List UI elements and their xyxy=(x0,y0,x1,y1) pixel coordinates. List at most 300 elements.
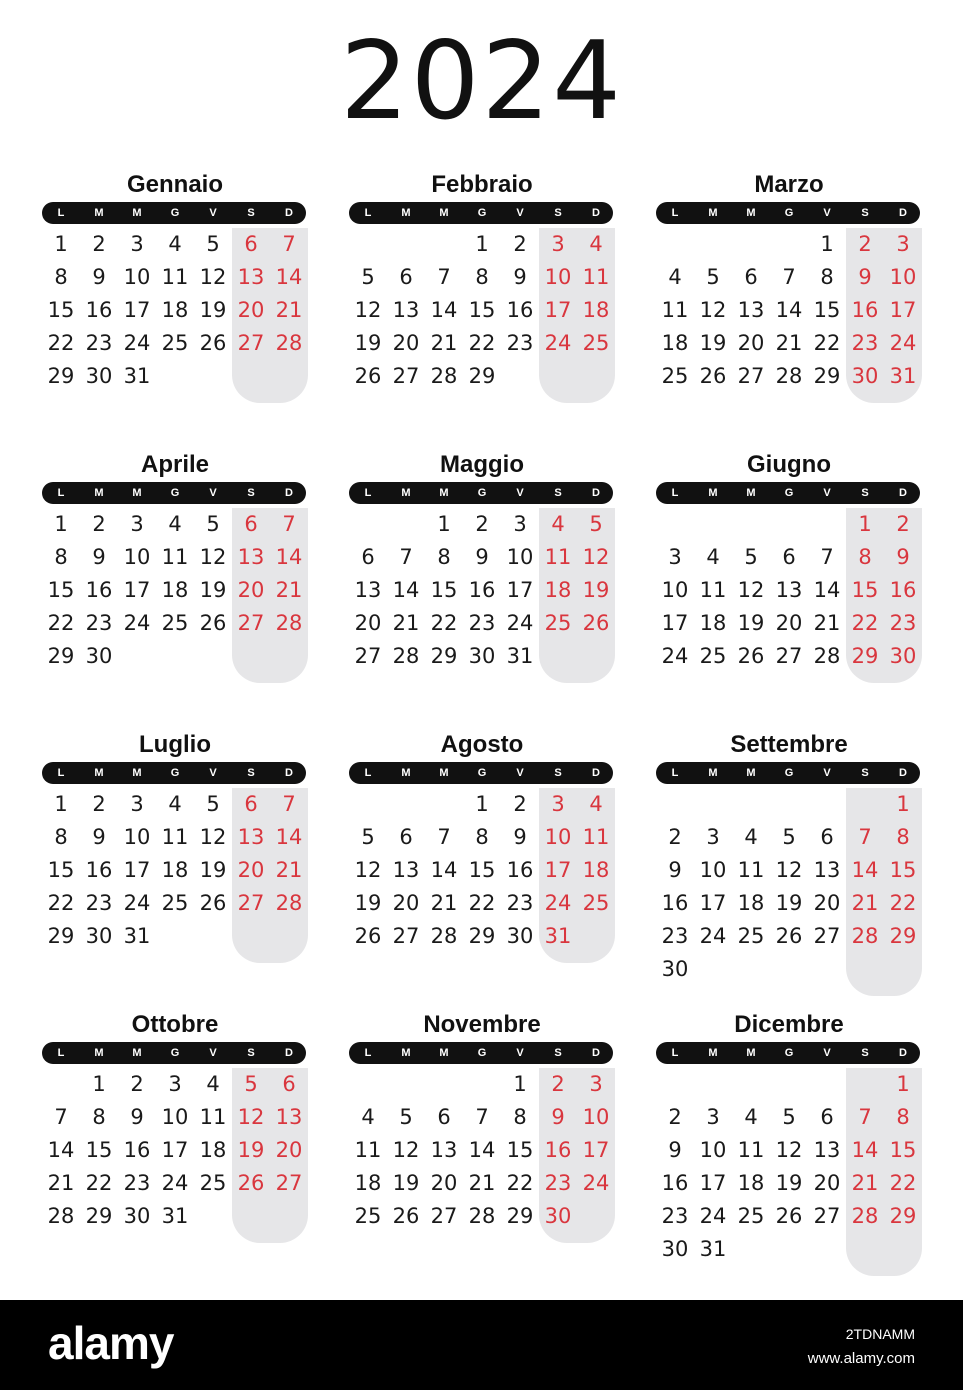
day-cell: 27 xyxy=(737,364,765,388)
day-cell: 10 xyxy=(699,858,727,882)
day-cell: 21 xyxy=(392,611,420,635)
day-cell: 19 xyxy=(737,611,765,635)
site-url: www.alamy.com xyxy=(807,1350,915,1367)
day-cell: 12 xyxy=(699,298,727,322)
day-cell: 14 xyxy=(275,825,303,849)
day-cell: 12 xyxy=(775,858,803,882)
weekday-label: V xyxy=(516,207,524,219)
day-cell: 20 xyxy=(237,298,265,322)
day-cell: 28 xyxy=(392,644,420,668)
weekday-label: G xyxy=(170,767,180,779)
day-cell: 15 xyxy=(47,578,75,602)
weekday-label: S xyxy=(554,487,562,499)
day-cell: 29 xyxy=(889,1204,917,1228)
day-cell: 4 xyxy=(589,792,603,816)
day-cell: 2 xyxy=(130,1072,144,1096)
day-cell: 10 xyxy=(544,825,572,849)
day-cell: 7 xyxy=(858,1105,872,1129)
day-cell: 23 xyxy=(544,1171,572,1195)
day-cell: 2 xyxy=(513,792,527,816)
day-cell: 6 xyxy=(282,1072,296,1096)
day-cell: 2 xyxy=(668,825,682,849)
day-cell: 23 xyxy=(661,924,689,948)
day-cell: 25 xyxy=(582,331,610,355)
weekday-label: L xyxy=(57,207,65,219)
day-cell: 30 xyxy=(851,364,879,388)
day-cell: 5 xyxy=(361,825,375,849)
weekday-label: M xyxy=(132,207,142,219)
day-cell: 11 xyxy=(737,858,765,882)
day-cell: 1 xyxy=(513,1072,527,1096)
day-cell: 21 xyxy=(430,331,458,355)
day-cell: 23 xyxy=(123,1171,151,1195)
weekday-label: M xyxy=(94,1047,104,1059)
weekday-label: G xyxy=(170,487,180,499)
day-cell: 6 xyxy=(244,792,258,816)
day-cell: 14 xyxy=(47,1138,75,1162)
day-cell: 25 xyxy=(699,644,727,668)
day-cell: 11 xyxy=(737,1138,765,1162)
day-cell: 27 xyxy=(237,891,265,915)
day-cell: 24 xyxy=(699,1204,727,1228)
month-name: Luglio xyxy=(139,731,211,758)
day-cell: 23 xyxy=(468,611,496,635)
month-febbraio xyxy=(349,170,615,440)
day-cell: 14 xyxy=(392,578,420,602)
day-cell: 29 xyxy=(851,644,879,668)
day-cell: 1 xyxy=(896,792,910,816)
day-cell: 31 xyxy=(889,364,917,388)
weekday-label: V xyxy=(209,767,217,779)
day-cell: 1 xyxy=(475,232,489,256)
day-cell: 8 xyxy=(92,1105,106,1129)
day-cell: 1 xyxy=(475,792,489,816)
day-cell: 2 xyxy=(475,512,489,536)
weekday-label: S xyxy=(554,1047,562,1059)
day-cell: 14 xyxy=(430,298,458,322)
day-cell: 12 xyxy=(392,1138,420,1162)
day-cell: 30 xyxy=(468,644,496,668)
day-cell: 17 xyxy=(123,858,151,882)
day-cell: 24 xyxy=(582,1171,610,1195)
weekday-label: G xyxy=(477,1047,487,1059)
day-cell: 3 xyxy=(130,232,144,256)
day-cell: 2 xyxy=(858,232,872,256)
day-cell: 26 xyxy=(582,611,610,635)
day-cell: 14 xyxy=(468,1138,496,1162)
day-cell: 19 xyxy=(775,891,803,915)
day-cell: 16 xyxy=(851,298,879,322)
day-cell: 17 xyxy=(123,298,151,322)
image-id: 2TDNAMM xyxy=(845,1326,915,1342)
weekday-label: M xyxy=(132,1047,142,1059)
day-cell: 28 xyxy=(851,1204,879,1228)
month-dicembre xyxy=(656,1010,922,1280)
day-cell: 13 xyxy=(354,578,382,602)
day-cell: 6 xyxy=(744,265,758,289)
day-cell: 1 xyxy=(858,512,872,536)
weekday-label: L xyxy=(364,487,372,499)
day-cell: 3 xyxy=(896,232,910,256)
day-cell: 2 xyxy=(92,512,106,536)
weekday-label: L xyxy=(671,487,679,499)
day-cell: 13 xyxy=(237,825,265,849)
day-cell: 9 xyxy=(92,825,106,849)
weekday-label: G xyxy=(784,1047,794,1059)
day-cell: 20 xyxy=(775,611,803,635)
weekday-label: M xyxy=(439,487,449,499)
day-cell: 5 xyxy=(589,512,603,536)
day-cell: 12 xyxy=(582,545,610,569)
day-cell: 20 xyxy=(237,578,265,602)
day-cell: 8 xyxy=(513,1105,527,1129)
weekday-label: S xyxy=(861,767,869,779)
day-cell: 26 xyxy=(699,364,727,388)
day-cell: 5 xyxy=(782,825,796,849)
day-cell: 29 xyxy=(85,1204,113,1228)
day-cell: 26 xyxy=(354,364,382,388)
weekday-label: L xyxy=(364,767,372,779)
day-cell: 25 xyxy=(161,891,189,915)
day-cell: 18 xyxy=(544,578,572,602)
day-cell: 19 xyxy=(392,1171,420,1195)
day-cell: 27 xyxy=(392,364,420,388)
weekday-label: V xyxy=(209,487,217,499)
day-cell: 14 xyxy=(851,1138,879,1162)
day-cell: 9 xyxy=(896,545,910,569)
day-cell: 12 xyxy=(737,578,765,602)
day-cell: 27 xyxy=(237,331,265,355)
day-cell: 4 xyxy=(706,545,720,569)
weekday-label: G xyxy=(477,207,487,219)
weekday-label: S xyxy=(554,207,562,219)
day-cell: 13 xyxy=(392,858,420,882)
day-cell: 14 xyxy=(775,298,803,322)
day-cell: 28 xyxy=(775,364,803,388)
weekday-label: D xyxy=(285,207,293,219)
watermark-footer xyxy=(0,1300,963,1390)
day-cell: 28 xyxy=(813,644,841,668)
day-cell: 5 xyxy=(361,265,375,289)
day-cell: 1 xyxy=(54,512,68,536)
day-cell: 14 xyxy=(851,858,879,882)
day-cell: 4 xyxy=(589,232,603,256)
day-cell: 18 xyxy=(161,298,189,322)
day-cell: 12 xyxy=(199,265,227,289)
weekday-label: D xyxy=(285,487,293,499)
day-cell: 4 xyxy=(361,1105,375,1129)
day-cell: 29 xyxy=(47,924,75,948)
day-cell: 16 xyxy=(85,578,113,602)
weekday-label: M xyxy=(746,767,756,779)
day-cell: 18 xyxy=(354,1171,382,1195)
day-cell: 21 xyxy=(813,611,841,635)
weekday-label: V xyxy=(823,767,831,779)
day-cell: 12 xyxy=(354,858,382,882)
weekday-label: D xyxy=(899,487,907,499)
day-cell: 6 xyxy=(820,1105,834,1129)
day-cell: 9 xyxy=(92,265,106,289)
day-cell: 1 xyxy=(54,232,68,256)
month-name: Agosto xyxy=(440,731,524,758)
day-cell: 26 xyxy=(199,331,227,355)
day-cell: 30 xyxy=(85,364,113,388)
day-cell: 13 xyxy=(392,298,420,322)
day-cell: 6 xyxy=(399,825,413,849)
weekday-label: S xyxy=(247,487,255,499)
day-cell: 27 xyxy=(354,644,382,668)
day-cell: 1 xyxy=(54,792,68,816)
day-cell: 21 xyxy=(275,858,303,882)
day-cell: 15 xyxy=(85,1138,113,1162)
day-cell: 22 xyxy=(851,611,879,635)
day-cell: 24 xyxy=(161,1171,189,1195)
day-cell: 19 xyxy=(199,298,227,322)
weekday-header xyxy=(349,1042,613,1064)
weekday-label: S xyxy=(247,1047,255,1059)
day-cell: 20 xyxy=(430,1171,458,1195)
weekday-header xyxy=(42,202,306,224)
day-cell: 24 xyxy=(889,331,917,355)
day-cell: 7 xyxy=(475,1105,489,1129)
day-cell: 15 xyxy=(889,858,917,882)
day-cell: 13 xyxy=(237,545,265,569)
weekday-label: L xyxy=(57,1047,65,1059)
day-cell: 4 xyxy=(551,512,565,536)
day-cell: 12 xyxy=(775,1138,803,1162)
weekday-header xyxy=(349,202,613,224)
day-cell: 7 xyxy=(282,512,296,536)
day-cell: 22 xyxy=(468,891,496,915)
weekday-label: M xyxy=(401,487,411,499)
weekday-label: D xyxy=(592,487,600,499)
day-cell: 8 xyxy=(54,545,68,569)
day-cell: 10 xyxy=(123,825,151,849)
day-cell: 5 xyxy=(244,1072,258,1096)
day-cell: 10 xyxy=(889,265,917,289)
day-cell: 28 xyxy=(275,611,303,635)
day-cell: 9 xyxy=(513,265,527,289)
day-cell: 25 xyxy=(199,1171,227,1195)
day-cell: 18 xyxy=(161,578,189,602)
month-aprile xyxy=(42,450,308,720)
day-cell: 5 xyxy=(744,545,758,569)
day-cell: 20 xyxy=(275,1138,303,1162)
day-cell: 22 xyxy=(889,1171,917,1195)
weekday-label: G xyxy=(784,487,794,499)
day-cell: 10 xyxy=(661,578,689,602)
day-cell: 6 xyxy=(437,1105,451,1129)
weekday-label: M xyxy=(746,1047,756,1059)
weekday-header xyxy=(42,762,306,784)
day-cell: 20 xyxy=(392,891,420,915)
month-novembre xyxy=(349,1010,615,1280)
day-cell: 7 xyxy=(820,545,834,569)
day-cell: 30 xyxy=(85,924,113,948)
day-cell: 22 xyxy=(468,331,496,355)
weekday-label: L xyxy=(57,487,65,499)
day-cell: 28 xyxy=(275,331,303,355)
day-cell: 17 xyxy=(699,891,727,915)
day-cell: 2 xyxy=(513,232,527,256)
day-cell: 13 xyxy=(275,1105,303,1129)
month-settembre xyxy=(656,730,922,1000)
weekday-label: V xyxy=(823,487,831,499)
day-cell: 8 xyxy=(475,265,489,289)
weekday-label: M xyxy=(94,487,104,499)
weekday-header xyxy=(656,482,920,504)
day-cell: 24 xyxy=(506,611,534,635)
day-cell: 27 xyxy=(275,1171,303,1195)
day-cell: 26 xyxy=(392,1204,420,1228)
weekday-label: M xyxy=(94,207,104,219)
month-name: Marzo xyxy=(754,171,824,198)
day-cell: 2 xyxy=(551,1072,565,1096)
day-cell: 5 xyxy=(206,792,220,816)
weekday-label: G xyxy=(477,767,487,779)
day-cell: 26 xyxy=(775,1204,803,1228)
day-cell: 29 xyxy=(47,364,75,388)
month-name: Aprile xyxy=(140,451,209,478)
day-cell: 31 xyxy=(161,1204,189,1228)
day-cell: 20 xyxy=(237,858,265,882)
weekday-label: L xyxy=(57,767,65,779)
day-cell: 14 xyxy=(430,858,458,882)
month-name: Gennaio xyxy=(126,171,223,198)
day-cell: 16 xyxy=(468,578,496,602)
day-cell: 21 xyxy=(468,1171,496,1195)
day-cell: 20 xyxy=(737,331,765,355)
day-cell: 11 xyxy=(161,825,189,849)
day-cell: 18 xyxy=(582,858,610,882)
day-cell: 23 xyxy=(85,891,113,915)
day-cell: 22 xyxy=(430,611,458,635)
day-cell: 30 xyxy=(544,1204,572,1228)
day-cell: 22 xyxy=(47,331,75,355)
day-cell: 24 xyxy=(661,644,689,668)
day-cell: 25 xyxy=(161,331,189,355)
weekday-label: D xyxy=(592,767,600,779)
day-cell: 19 xyxy=(775,1171,803,1195)
day-cell: 18 xyxy=(199,1138,227,1162)
weekday-label: M xyxy=(439,207,449,219)
day-cell: 5 xyxy=(706,265,720,289)
day-cell: 23 xyxy=(851,331,879,355)
weekday-label: L xyxy=(364,207,372,219)
day-cell: 10 xyxy=(582,1105,610,1129)
day-cell: 18 xyxy=(661,331,689,355)
day-cell: 28 xyxy=(430,924,458,948)
weekday-label: M xyxy=(401,207,411,219)
day-cell: 4 xyxy=(206,1072,220,1096)
weekday-label: M xyxy=(132,487,142,499)
day-cell: 27 xyxy=(813,924,841,948)
day-cell: 10 xyxy=(161,1105,189,1129)
weekday-header xyxy=(656,762,920,784)
day-cell: 7 xyxy=(282,232,296,256)
day-cell: 25 xyxy=(737,924,765,948)
weekday-label: M xyxy=(746,207,756,219)
day-cell: 8 xyxy=(475,825,489,849)
day-cell: 13 xyxy=(430,1138,458,1162)
day-cell: 9 xyxy=(475,545,489,569)
day-cell: 8 xyxy=(820,265,834,289)
day-cell: 3 xyxy=(513,512,527,536)
day-cell: 7 xyxy=(437,265,451,289)
weekday-label: S xyxy=(247,767,255,779)
day-cell: 18 xyxy=(582,298,610,322)
day-cell: 15 xyxy=(851,578,879,602)
day-cell: 28 xyxy=(430,364,458,388)
day-cell: 16 xyxy=(85,858,113,882)
weekday-label: M xyxy=(132,767,142,779)
day-cell: 6 xyxy=(820,825,834,849)
day-cell: 3 xyxy=(706,1105,720,1129)
day-cell: 28 xyxy=(851,924,879,948)
day-cell: 31 xyxy=(699,1237,727,1261)
day-cell: 17 xyxy=(161,1138,189,1162)
day-cell: 2 xyxy=(92,792,106,816)
day-cell: 9 xyxy=(92,545,106,569)
day-cell: 7 xyxy=(858,825,872,849)
day-cell: 19 xyxy=(199,578,227,602)
weekday-label: D xyxy=(592,1047,600,1059)
day-cell: 26 xyxy=(237,1171,265,1195)
weekday-label: L xyxy=(671,207,679,219)
weekday-label: D xyxy=(899,767,907,779)
day-cell: 9 xyxy=(551,1105,565,1129)
day-cell: 27 xyxy=(237,611,265,635)
day-cell: 8 xyxy=(437,545,451,569)
weekday-label: L xyxy=(671,767,679,779)
day-cell: 22 xyxy=(813,331,841,355)
day-cell: 14 xyxy=(275,265,303,289)
day-cell: 5 xyxy=(206,232,220,256)
day-cell: 4 xyxy=(168,792,182,816)
weekday-header xyxy=(656,1042,920,1064)
day-cell: 13 xyxy=(737,298,765,322)
day-cell: 21 xyxy=(775,331,803,355)
day-cell: 31 xyxy=(123,924,151,948)
month-marzo xyxy=(656,170,922,440)
day-cell: 28 xyxy=(47,1204,75,1228)
weekday-label: D xyxy=(592,207,600,219)
day-cell: 16 xyxy=(506,298,534,322)
day-cell: 11 xyxy=(161,545,189,569)
day-cell: 16 xyxy=(661,1171,689,1195)
day-cell: 19 xyxy=(582,578,610,602)
day-cell: 16 xyxy=(123,1138,151,1162)
day-cell: 11 xyxy=(354,1138,382,1162)
weekday-label: V xyxy=(516,487,524,499)
day-cell: 10 xyxy=(699,1138,727,1162)
day-cell: 17 xyxy=(699,1171,727,1195)
day-cell: 29 xyxy=(506,1204,534,1228)
month-name: Giugno xyxy=(747,451,831,478)
day-cell: 25 xyxy=(582,891,610,915)
day-cell: 20 xyxy=(392,331,420,355)
day-cell: 19 xyxy=(237,1138,265,1162)
weekday-label: V xyxy=(516,1047,524,1059)
day-cell: 30 xyxy=(85,644,113,668)
day-cell: 1 xyxy=(896,1072,910,1096)
day-cell: 8 xyxy=(54,265,68,289)
day-cell: 16 xyxy=(889,578,917,602)
day-cell: 20 xyxy=(813,891,841,915)
day-cell: 18 xyxy=(699,611,727,635)
day-cell: 2 xyxy=(668,1105,682,1129)
day-cell: 2 xyxy=(896,512,910,536)
